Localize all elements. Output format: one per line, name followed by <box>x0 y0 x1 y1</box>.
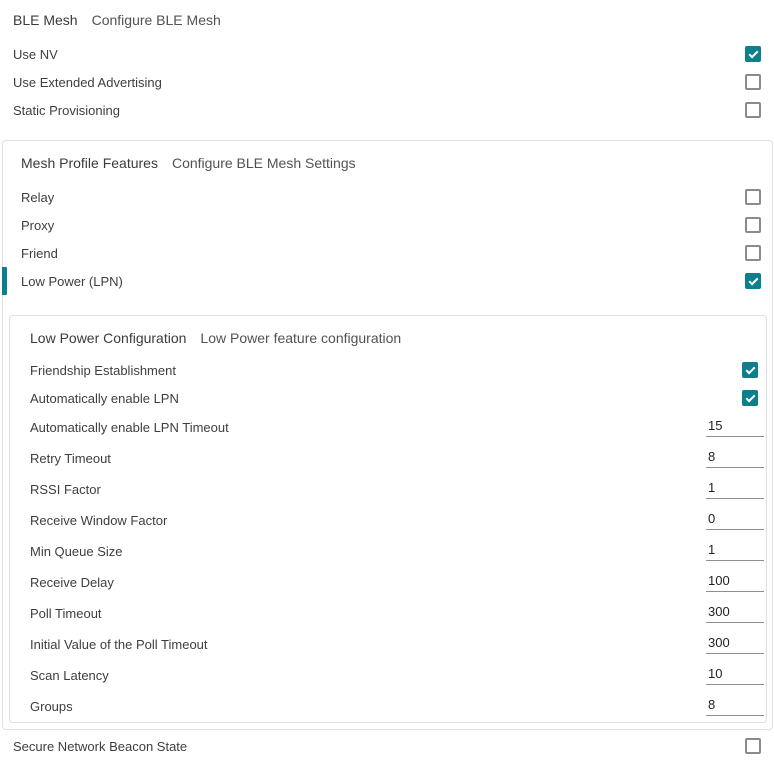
setting-label: Groups <box>30 699 73 714</box>
relay-checkbox[interactable] <box>745 189 761 205</box>
setting-row-scan-latency <box>10 660 766 691</box>
setting-label: Receive Window Factor <box>30 513 168 528</box>
friendship-establishment-checkbox[interactable] <box>742 362 758 378</box>
setting-label: Secure Network Beacon State <box>13 738 188 754</box>
group-subtitle: Configure BLE Mesh <box>91 12 221 28</box>
setting-label: Use Extended Advertising <box>13 74 162 90</box>
group-subtitle: Low Power feature configuration <box>200 330 402 346</box>
setting-label: Low Power (LPN) <box>21 273 123 289</box>
checkmark-icon <box>745 392 755 402</box>
setting-label: Use NV <box>13 46 58 62</box>
setting-row-poll-timeout <box>10 598 766 629</box>
poll-timeout-input[interactable] <box>706 604 764 623</box>
automatically-enable-lpn-checkbox[interactable] <box>742 390 758 406</box>
setting-label: Relay <box>21 189 55 205</box>
groups-input[interactable] <box>706 697 764 716</box>
initial-value-of-the-poll-timeout-input[interactable] <box>706 635 764 654</box>
secure-network-beacon-state-checkbox[interactable] <box>745 738 761 754</box>
setting-label: RSSI Factor <box>30 482 101 497</box>
group-subtitle: Configure BLE Mesh Settings <box>171 155 356 171</box>
receive-window-factor-input[interactable] <box>706 511 764 530</box>
setting-row-groups <box>10 691 766 722</box>
setting-row-use-nv <box>0 40 774 68</box>
retry-timeout-input[interactable] <box>706 449 764 468</box>
checkmark-icon <box>748 275 758 285</box>
mesh-profile-features-card <box>2 140 773 730</box>
setting-row-automatically-enable-lpn-timeout <box>10 412 766 443</box>
setting-row-retry-timeout <box>10 443 766 474</box>
setting-row-low-power-lpn <box>3 267 772 295</box>
setting-row-relay <box>3 183 772 211</box>
proxy-checkbox[interactable] <box>745 217 761 233</box>
setting-row-receive-delay <box>10 567 766 598</box>
group-title: Mesh Profile Features <box>21 155 158 171</box>
scan-latency-input[interactable] <box>706 666 764 685</box>
setting-row-rssi-factor <box>10 474 766 505</box>
setting-label: Static Provisioning <box>13 102 120 118</box>
group-title: Low Power Configuration <box>30 330 187 346</box>
setting-row-friend <box>3 239 772 267</box>
setting-row-friendship-establishment <box>10 356 766 384</box>
setting-row-min-queue-size <box>10 536 766 567</box>
active-row-indicator <box>2 267 7 295</box>
use-extended-advertising-checkbox[interactable] <box>745 74 761 90</box>
group-title: BLE Mesh <box>13 12 78 28</box>
setting-label: Receive Delay <box>30 575 114 590</box>
setting-row-automatically-enable-lpn <box>10 384 766 412</box>
low-power-header <box>10 316 766 356</box>
ble-mesh-group-header <box>13 12 761 28</box>
low-power-lpn-checkbox[interactable] <box>745 273 761 289</box>
setting-label: Poll Timeout <box>30 606 102 621</box>
checkmark-icon <box>745 364 755 374</box>
setting-label: Min Queue Size <box>30 544 123 559</box>
receive-delay-input[interactable] <box>706 573 764 592</box>
setting-label: Initial Value of the Poll Timeout <box>30 637 208 652</box>
rssi-factor-input[interactable] <box>706 480 764 499</box>
min-queue-size-input[interactable] <box>706 542 764 561</box>
setting-label: Retry Timeout <box>30 451 111 466</box>
automatically-enable-lpn-timeout-input[interactable] <box>706 418 764 437</box>
setting-label: Proxy <box>21 217 55 233</box>
low-power-configuration-card <box>9 315 767 723</box>
setting-label: Friendship Establishment <box>30 362 176 378</box>
setting-row-secure-network-beacon-state <box>0 732 774 760</box>
setting-row-static-provisioning <box>0 96 774 124</box>
setting-row-use-extended-advertising <box>0 68 774 96</box>
use-nv-checkbox[interactable] <box>745 46 761 62</box>
friend-checkbox[interactable] <box>745 245 761 261</box>
setting-row-receive-window-factor <box>10 505 766 536</box>
setting-label: Automatically enable LPN Timeout <box>30 420 229 435</box>
setting-label: Friend <box>21 245 58 261</box>
setting-row-initial-value-of-the-poll-timeout <box>10 629 766 660</box>
mesh-profile-header <box>3 141 772 183</box>
setting-row-proxy <box>3 211 772 239</box>
static-provisioning-checkbox[interactable] <box>745 102 761 118</box>
checkmark-icon <box>748 48 758 58</box>
setting-label: Automatically enable LPN <box>30 390 179 406</box>
setting-label: Scan Latency <box>30 668 109 683</box>
